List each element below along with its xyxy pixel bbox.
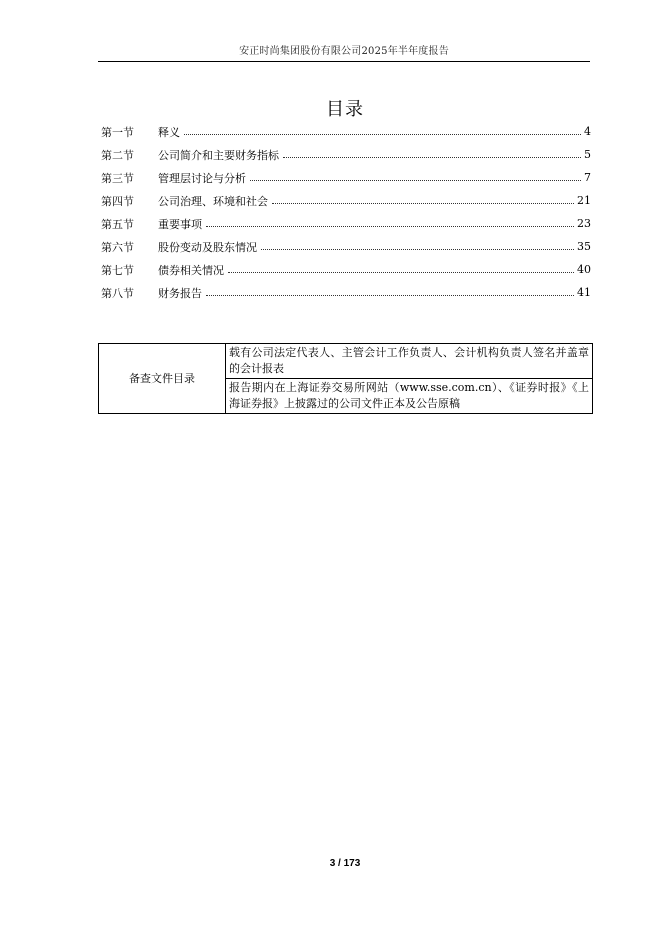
toc-section-title: 管理层讨论与分析 [158, 171, 246, 185]
toc-section-title: 股份变动及股东情况 [158, 240, 257, 254]
toc-page-number: 35 [577, 240, 591, 253]
toc-entry[interactable] [101, 189, 591, 212]
toc-section-number: 第一节 [101, 125, 134, 139]
toc-section-title: 公司简介和主要财务指标 [158, 148, 279, 162]
toc-section-number: 第四节 [101, 194, 134, 208]
toc-section-number: 第六节 [101, 240, 134, 254]
reference-documents-label: 备查文件目录 [99, 344, 226, 414]
toc-entry[interactable] [101, 258, 591, 281]
toc-page-number: 21 [577, 194, 591, 207]
toc-entry[interactable] [101, 235, 591, 258]
toc-section-number: 第五节 [101, 217, 134, 231]
table-of-contents [101, 120, 591, 304]
page-number: 3 / 173 [329, 858, 361, 869]
toc-dot-leader [228, 272, 574, 273]
toc-dot-leader [250, 180, 581, 181]
toc-section-title: 公司治理、环境和社会 [158, 194, 268, 208]
reference-document-item: 报告期内在上海证券交易所网站（www.sse.com.cn）、《证券时报》《上海证券报》上披露过的公司文件正本及公告原稿 [226, 379, 593, 414]
toc-section-number: 第七节 [101, 263, 134, 277]
table-row [99, 344, 593, 379]
toc-section-number: 第八节 [101, 286, 134, 300]
toc-dot-leader [206, 295, 574, 296]
toc-dot-leader [272, 203, 574, 204]
toc-entry[interactable] [101, 166, 591, 189]
header-divider [98, 61, 590, 62]
toc-section-title: 债券相关情况 [158, 263, 224, 277]
toc-entry[interactable] [101, 143, 591, 166]
toc-title: 目录 [326, 99, 364, 120]
toc-page-number: 41 [577, 286, 591, 299]
toc-page-number: 40 [577, 263, 591, 276]
toc-page-number: 5 [584, 148, 591, 161]
toc-dot-leader [261, 249, 574, 250]
toc-section-title: 重要事项 [158, 217, 202, 231]
toc-section-number: 第二节 [101, 148, 134, 162]
toc-dot-leader [283, 157, 581, 158]
reference-document-item: 载有公司法定代表人、主管会计工作负责人、会计机构负责人签名并盖章的会计报表 [226, 344, 593, 379]
toc-entry[interactable] [101, 120, 591, 143]
toc-section-title: 财务报告 [158, 286, 202, 300]
toc-page-number: 23 [577, 217, 591, 230]
toc-page-number: 4 [584, 125, 591, 138]
toc-entry[interactable] [101, 281, 591, 304]
report-header: 安正时尚集团股份有限公司2025年半年度报告 [239, 46, 449, 57]
toc-entry[interactable] [101, 212, 591, 235]
toc-page-number: 7 [584, 171, 591, 184]
toc-section-number: 第三节 [101, 171, 134, 185]
toc-section-title: 释义 [158, 125, 180, 139]
toc-dot-leader [206, 226, 574, 227]
toc-dot-leader [184, 134, 581, 135]
reference-documents-table [98, 343, 593, 414]
